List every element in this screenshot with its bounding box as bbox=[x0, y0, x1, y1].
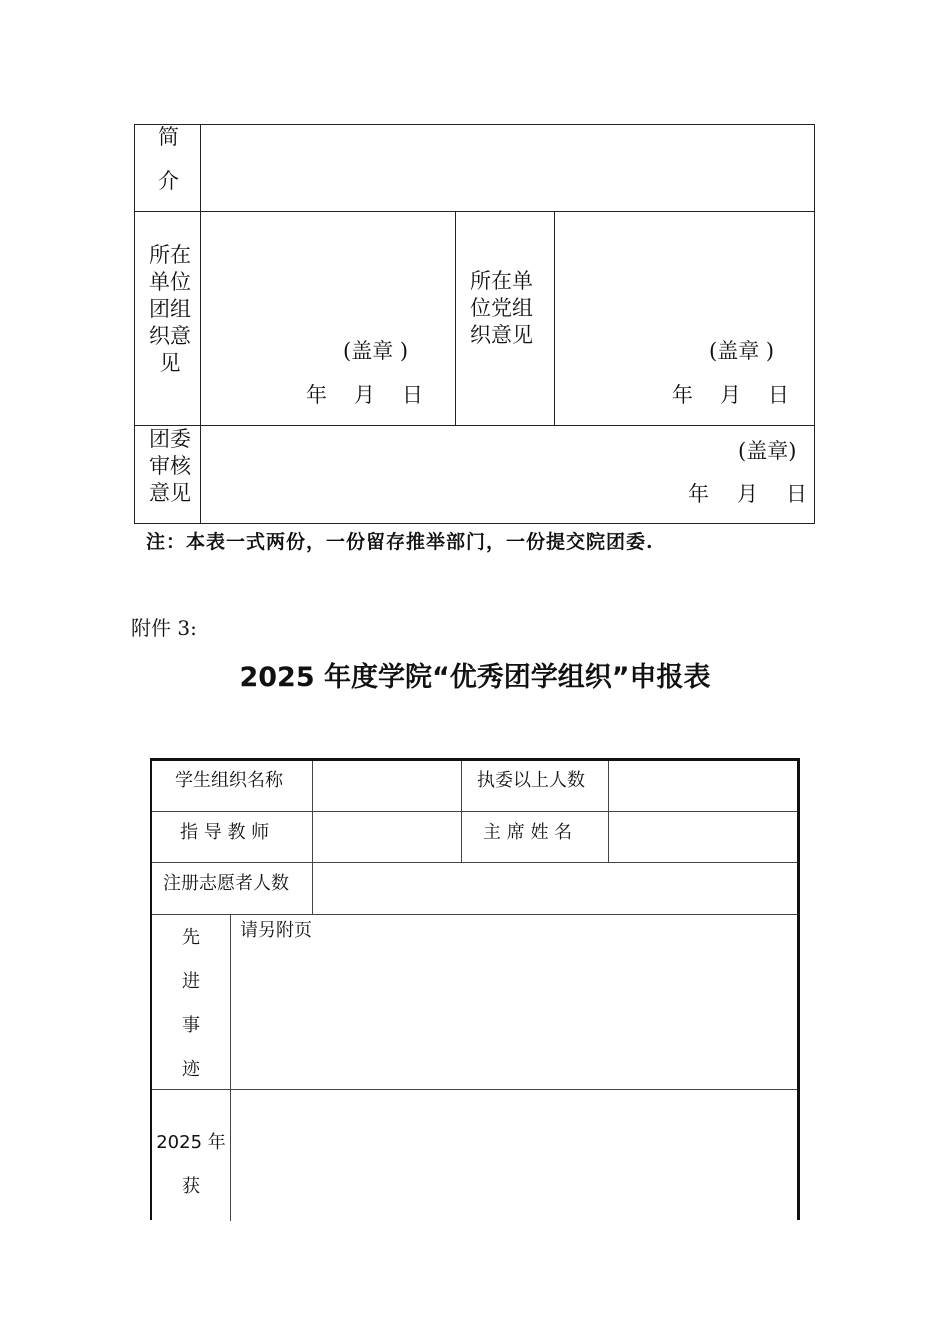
date-year: 年 bbox=[672, 383, 693, 407]
exec-count-label: 执委以上人数 bbox=[477, 770, 585, 791]
advisor-label: 指 导 教 师 bbox=[180, 822, 270, 843]
column-divider bbox=[608, 761, 609, 862]
row-divider bbox=[152, 1089, 797, 1090]
label-line: 进 bbox=[182, 971, 200, 992]
intro-label-1: 简 bbox=[158, 125, 179, 149]
volunteer-count-label: 注册志愿者人数 bbox=[163, 873, 289, 894]
row-divider bbox=[152, 862, 797, 863]
label-line: 迹 bbox=[182, 1059, 200, 1080]
date-year: 年 bbox=[306, 383, 327, 407]
unit-party-opinion-label bbox=[470, 268, 542, 349]
label-line: 先 bbox=[182, 927, 200, 948]
form-title: 2025 年度学院“优秀团学组织”申报表 bbox=[239, 662, 711, 693]
appendix-label: 附件 3: bbox=[131, 616, 197, 640]
form-note: 注：本表一式两份，一份留存推举部门，一份提交院团委. bbox=[146, 531, 654, 553]
label-line: 审核 bbox=[149, 454, 191, 478]
label-line: 织意见 bbox=[470, 323, 533, 347]
date-day: 日 bbox=[786, 482, 807, 506]
label-line: 单位 bbox=[149, 270, 191, 294]
intro-label-2: 介 bbox=[158, 169, 179, 193]
deeds-label bbox=[180, 916, 202, 1092]
chair-name-label: 主 席 姓 名 bbox=[483, 822, 573, 843]
seal-label: (盖章 ) bbox=[343, 339, 409, 363]
row-divider bbox=[152, 914, 797, 915]
label-line: 团委 bbox=[149, 427, 191, 451]
date-year: 年 bbox=[688, 482, 709, 506]
column-divider bbox=[312, 761, 313, 914]
column-divider bbox=[455, 211, 456, 425]
date-month: 月 bbox=[354, 383, 375, 407]
date-day: 日 bbox=[768, 383, 789, 407]
column-divider bbox=[554, 211, 555, 425]
column-divider bbox=[461, 761, 462, 862]
column-divider bbox=[200, 125, 201, 523]
label-line: 位党组 bbox=[470, 296, 533, 320]
row-divider bbox=[135, 211, 814, 212]
row-divider bbox=[152, 811, 797, 812]
column-divider bbox=[230, 914, 231, 1221]
org-name-label: 学生组织名称 bbox=[175, 770, 283, 791]
date-month: 月 bbox=[720, 383, 741, 407]
label-line: 团组 bbox=[149, 297, 191, 321]
label-line: 所在 bbox=[149, 243, 191, 267]
label-line: 见 bbox=[159, 351, 181, 375]
label-line: 2025 年 bbox=[156, 1132, 226, 1153]
date-month: 月 bbox=[737, 482, 758, 506]
label-line: 意见 bbox=[149, 481, 191, 505]
date-day: 日 bbox=[402, 383, 423, 407]
label-line: 所在单 bbox=[470, 269, 533, 293]
committee-review-label bbox=[145, 426, 195, 507]
label-line: 获 bbox=[182, 1176, 200, 1197]
seal-label: (盖章 ) bbox=[709, 339, 775, 363]
awards-label bbox=[156, 1121, 226, 1209]
label-line: 事 bbox=[182, 1015, 200, 1036]
unit-league-opinion-label bbox=[145, 242, 195, 377]
row-divider bbox=[135, 425, 814, 426]
label-line: 织意 bbox=[149, 324, 191, 348]
deeds-value: 请另附页 bbox=[240, 920, 312, 941]
seal-label: (盖章) bbox=[738, 439, 797, 463]
